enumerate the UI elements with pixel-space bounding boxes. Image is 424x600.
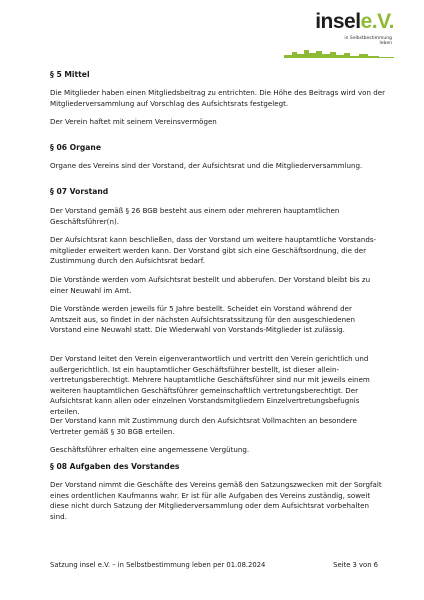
section-5 — [50, 70, 385, 80]
logo — [284, 10, 394, 62]
paragraph — [50, 235, 385, 267]
section-heading: § 06 Organe — [50, 143, 101, 152]
footer-document-info: Satzung insel e.V. – in Selbstbestimmung leben per 01.08.2024 — [50, 561, 266, 569]
paragraph — [50, 117, 385, 128]
paragraph — [50, 88, 385, 109]
section-8 — [50, 462, 385, 472]
paragraph-text: Organe des Vereins sind der Vorstand, der Aufsichtsrat und die Mitgliederversammlung. — [50, 161, 363, 170]
logo-subtitle — [344, 36, 392, 46]
logo-wordmark — [315, 10, 394, 34]
logo-subtitle-line1: in Selbstbestimmung — [344, 36, 392, 41]
section-heading: § 5 Mittel — [50, 70, 90, 79]
paragraph-text: Der Vorstand nimmt die Geschäfte des Vereins gemäß den Satzungszwecken mit der Sorgfalt eines ordentlichen Kaufmanns wahr. Er ist für alle Aufgaben des Vereins zuständig, soweit diese nicht durch Satzung der Mitgliederversammlung oder dem Aufsichtsrat vorbehalten sind. — [50, 480, 382, 521]
paragraph — [50, 275, 385, 296]
paragraph — [50, 304, 385, 336]
paragraph-text: Die Vorstände werden vom Aufsichtsrat bestellt und abberufen. Der Vorstand bleibt bis zu einer Neuwahl im Amt. — [50, 275, 371, 295]
section-6 — [50, 143, 385, 153]
paragraph — [50, 445, 385, 456]
paragraph — [50, 206, 385, 227]
paragraph — [50, 416, 385, 437]
footer-page-number: Seite 3 von 6 — [333, 561, 378, 569]
section-7 — [50, 187, 385, 197]
paragraph-text: Der Aufsichtsrat kann beschließen, dass der Vorstand um weitere hauptamtliche Vorstands-mitglieder erweitert werden kann. Der Vorstand gibt sich eine Geschäftsordnung, die der Zustimmung durch den Aufsichtsrat bedarf. — [50, 235, 377, 265]
section-heading: § 08 Aufgaben des Vorstandes — [50, 462, 180, 471]
logo-ev: e.V. — [360, 10, 394, 33]
paragraph-text: Die Vorstände werden jeweils für 5 Jahre bestellt. Scheidet ein Vorstand während der Amtszeit aus, so findet in der nächsten Aufsichtsratssitzung für den ausgeschiedenen Vorstand eine Neuwahl statt. Die Wiederwahl von Vorstands-Mitglieder ist zulässig. — [50, 304, 356, 334]
logo-insel: insel — [315, 10, 361, 33]
paragraph — [50, 161, 385, 172]
paragraph-text: Der Verein haftet mit seinem Vereinsvermögen — [50, 117, 217, 126]
paragraph-text: Geschäftsführer erhalten eine angemessene Vergütung. — [50, 445, 250, 454]
logo-subtitle-line2: leben — [379, 41, 392, 46]
skyline-icon — [284, 46, 394, 58]
paragraph-text: Der Vorstand kann mit Zustimmung durch den Aufsichtsrat Vollmachten an besondere Vertreter gemäß § 30 BGB erteilen. — [50, 416, 357, 436]
paragraph-text: Der Vorstand gemäß § 26 BGB besteht aus einem oder mehreren hauptamtlichen Geschäftsführer(n). — [50, 206, 340, 226]
section-heading: § 07 Vorstand — [50, 187, 109, 196]
paragraph-text: Der Vorstand leitet den Verein eigenverantwortlich und vertritt den Verein gerichtlich und außergerichtlich. Ist ein hauptamtlicher Geschäftsführer bestellt, ist dieser allein-vertretungsberechtigt. Mehrere hauptamtliche Geschäftsführer sind nur mit jeweils einem weiteren hauptamtlichen Geschäftsführer gemeinschaftlich vertretungsberechtigt. Der Aufsichtsrat kann allen oder einzelnen Vorstandsmitgliedern Einzelvertretungsbefugnis erteilen. — [50, 354, 370, 416]
paragraph — [50, 354, 385, 417]
paragraph-text: Die Mitglieder haben einen Mitgliedsbeitrag zu entrichten. Die Höhe des Beitrags wird von der Mitgliederversammlung auf Vorschlag des Aufsichtsrats festgelegt. — [50, 88, 386, 108]
paragraph — [50, 480, 385, 522]
